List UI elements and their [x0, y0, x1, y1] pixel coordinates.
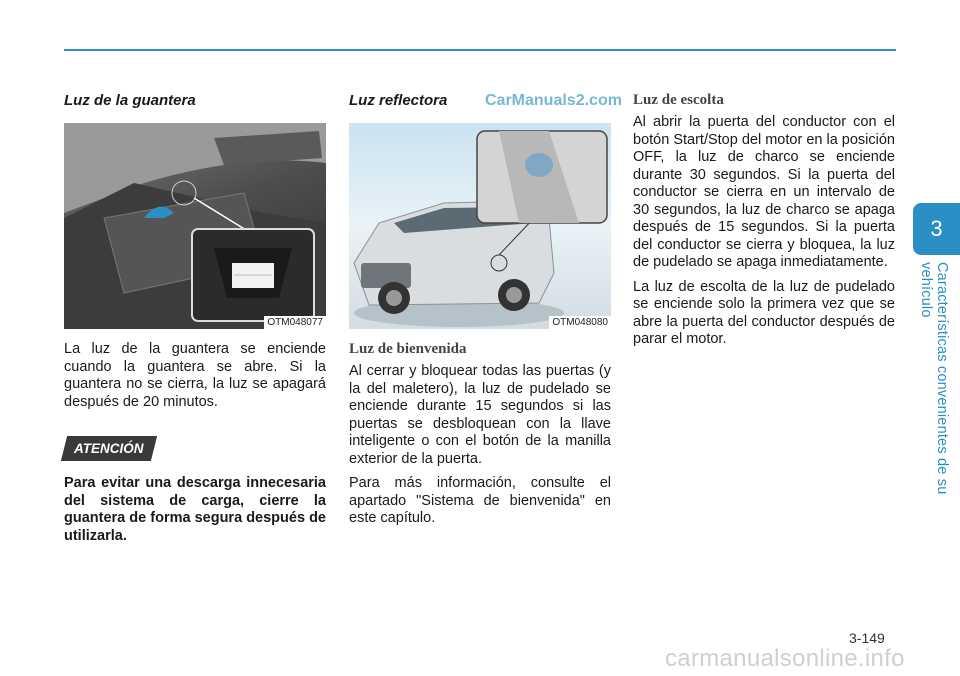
- column-escort: [633, 92, 895, 356]
- suv-illustration: [349, 123, 611, 329]
- paragraph-escort-2: La luz de escolta de la luz de pudelado se enciende solo la primera vez que se abre la puerta del conductor después de parar el motor.: [633, 278, 895, 347]
- footer-url: carmanualsonline.info: [665, 645, 905, 672]
- column-reflector: [349, 92, 611, 535]
- paragraph-escort-1: Al abrir la puerta del conductor con el botón Start/Stop del motor en la posición OFF, la luz de charco se enciende durante 30 segundos. Si la puerta del conductor se cierra en un intervalo de 30 segundos, la luz de charco se apaga después de 15 segundos. Si la puerta del conductor se cierra y bloquea, la luz de pudelado se apaga inmediatamente.: [633, 114, 895, 270]
- caution-text: Para evitar una descarga innecesaria del sistema de carga, cierre la guantera de forma segura después de utilizarla.: [64, 475, 326, 544]
- figure-code: OTM048080: [549, 316, 611, 329]
- column-glovebox: [64, 92, 326, 552]
- subheading-welcome-light: Luz de bienvenida: [349, 341, 467, 357]
- caution-badge: [61, 436, 157, 461]
- paragraph-glovebox: La luz de la guantera se enciende cuando la guantera se abre. Si la guantera no se cierra, la luz se apagará después de 20 minutos.: [64, 341, 326, 410]
- caution-label: ATENCIÓN: [74, 441, 144, 456]
- paragraph-welcome-reference: Para más información, consulte el apartado "Sistema de bienvenida" en este capítulo.: [349, 475, 611, 526]
- figure-glovebox-light: [64, 123, 326, 329]
- page-number: 3-149: [849, 630, 885, 646]
- section-heading-glovebox-light: Luz de la guantera: [64, 92, 196, 109]
- figure-puddle-light: [349, 123, 611, 329]
- section-heading-reflector-light: Luz reflectora: [349, 92, 448, 109]
- chapter-number-tab: 3: [913, 203, 960, 255]
- paragraph-welcome-light: Al cerrar y bloquear todas las puertas (y la del maletero), la luz de pudelado se enciende durante 15 segundos si las puertas se desbloquean con la llave inteligente o con el botón de la manilla exterior de la puerta.: [349, 363, 611, 467]
- figure-code: OTM048077: [264, 316, 326, 329]
- glovebox-illustration: [64, 123, 326, 329]
- subheading-escort-light: Luz de escolta: [633, 92, 724, 108]
- chapter-title: Características convenientes de su vehículo: [918, 262, 950, 495]
- watermark-text: CarManuals2.com: [485, 92, 622, 109]
- puddle-lamp-icon: [525, 153, 553, 177]
- top-rule: [64, 49, 896, 51]
